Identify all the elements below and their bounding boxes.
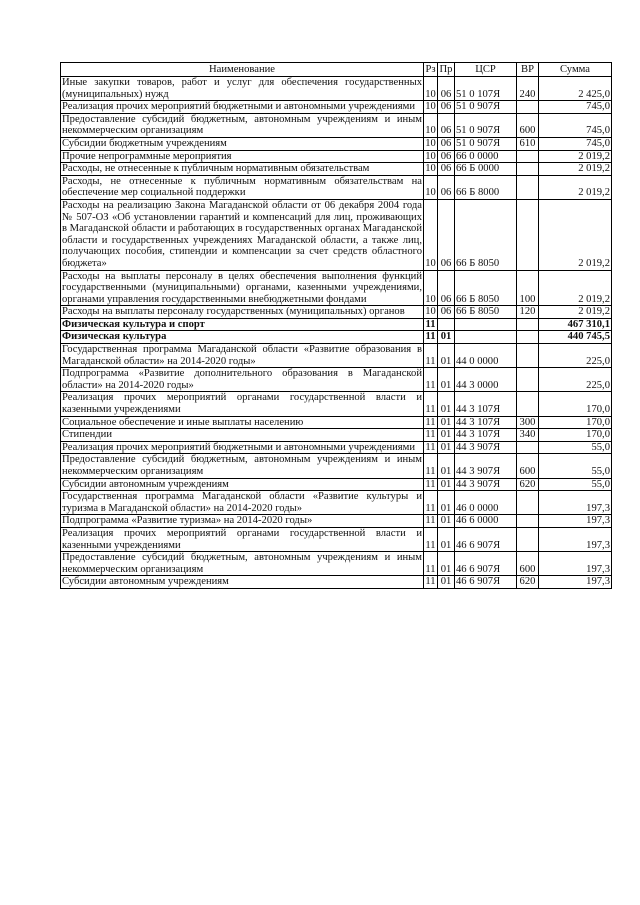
cell-vr: [517, 368, 539, 392]
cell-name: Расходы, не отнесенные к публичным нормативным обязательствам: [61, 163, 424, 176]
cell-name: Расходы на реализацию Закона Магаданской области от 06 декабря 2004 года № 507-ОЗ «Об установлении гарантий и компенсаций для лиц, проживающих в Магаданской области и работающих в государственных органах Магаданской области и государственных учреждениях Магаданской области, а также лиц, получающих пособия, стипендии и компенсации за счет средств областного бюджета»: [62, 199, 422, 269]
cell-sum: 2 019,2: [539, 306, 612, 319]
table-row: [61, 392, 612, 416]
table-row: [61, 441, 612, 454]
cell-vr: 610: [517, 137, 539, 150]
cell-name: Социальное обеспечение и иные выплаты населению: [61, 416, 424, 429]
cell-name: Предоставление субсидий бюджетным, автономным учреждениям и иным некоммерческим организациям: [62, 113, 422, 137]
cell-csr: 51 0 907Я: [455, 137, 517, 150]
cell-sum: 2 019,2: [539, 199, 612, 270]
cell-vr: 100: [517, 270, 539, 306]
cell-rz: 11: [424, 454, 438, 478]
cell-sum: 170,0: [539, 416, 612, 429]
table-row: [61, 552, 612, 576]
cell-rz: 11: [425, 429, 436, 441]
table-row: [61, 515, 612, 528]
header-sum: Сумма: [539, 63, 612, 77]
cell-vr: 600: [517, 113, 539, 137]
cell-pr: 01: [438, 576, 455, 589]
cell-name: Иные закупки товаров, работ и услуг для обеспечения государственных (муниципальных) нужд: [62, 77, 422, 100]
cell-name: Государственная программа Магаданской области «Развитие культуры и туризма в Магаданской области» на 2014-2020 годы»: [62, 491, 422, 514]
cell-rz: 10: [425, 101, 436, 113]
cell-name: Физическая культура: [61, 331, 424, 344]
table-row: [61, 344, 612, 368]
cell-csr: 66 0 0000: [455, 150, 517, 163]
cell-csr: 44 0 0000: [455, 344, 517, 368]
cell-vr: [517, 318, 539, 331]
cell-sum: 2 019,2: [539, 163, 612, 176]
cell-sum: 170,0: [539, 392, 612, 416]
table-row: [61, 368, 612, 392]
cell-rz: 11: [424, 392, 438, 416]
cell-name: Стипендии: [61, 429, 424, 442]
cell-vr: [517, 163, 539, 176]
cell-name: Расходы, не отнесенные к публичным нормативным обязательствам на обеспечение мер социальной поддержки: [62, 175, 422, 199]
cell-sum: 197,3: [539, 515, 612, 528]
cell-rz: 11: [424, 344, 438, 368]
cell-csr: 44 3 107Я: [455, 392, 517, 416]
header-csr: ЦСР: [455, 63, 517, 77]
cell-vr: 600: [517, 454, 539, 478]
cell-rz: 11: [425, 478, 436, 490]
cell-pr: [438, 318, 455, 331]
cell-name: Субсидии автономным учреждениям: [61, 576, 424, 589]
cell-csr: 66 Б 8050: [455, 306, 517, 319]
cell-csr: 44 3 907Я: [455, 454, 517, 478]
cell-name: Подпрограмма «Развитие туризма» на 2014-2020 годы»: [61, 515, 424, 528]
cell-pr: 01: [438, 478, 455, 491]
cell-vr: 620: [517, 576, 539, 589]
cell-sum: 197,3: [539, 527, 612, 551]
table-row: [61, 113, 612, 137]
cell-sum: 197,3: [539, 491, 612, 515]
cell-sum: 440 745,5: [539, 331, 612, 344]
table-row: [61, 175, 612, 199]
cell-vr: [517, 392, 539, 416]
cell-csr: 66 Б 8050: [455, 270, 517, 306]
cell-csr: [455, 318, 517, 331]
cell-sum: 2 019,2: [539, 270, 612, 306]
cell-rz: 11: [424, 368, 438, 392]
cell-sum: 745,0: [539, 113, 612, 137]
cell-vr: 340: [517, 429, 539, 442]
cell-name: Субсидии бюджетным учреждениям: [61, 137, 424, 150]
cell-rz: 11: [424, 552, 438, 576]
cell-vr: [517, 527, 539, 551]
table-body: [61, 77, 612, 589]
table-header-row: [61, 63, 612, 77]
cell-pr: 01: [438, 344, 455, 368]
cell-rz: 10: [424, 270, 438, 306]
cell-rz: 10: [424, 199, 438, 270]
header-rz: Рз: [425, 63, 436, 75]
cell-vr: 620: [517, 478, 539, 491]
cell-sum: 745,0: [539, 137, 612, 150]
table-row: [61, 77, 612, 101]
cell-csr: 44 3 907Я: [455, 441, 517, 454]
cell-rz: 10: [425, 137, 436, 149]
cell-csr: 66 Б 8050: [455, 199, 517, 270]
cell-name: Реализация прочих мероприятий органами государственной власти и казенными учреждениями: [62, 392, 422, 416]
cell-pr: 01: [438, 527, 455, 551]
table-row: [61, 454, 612, 478]
cell-name: Субсидии автономным учреждениям: [61, 478, 424, 491]
cell-sum: 225,0: [539, 344, 612, 368]
table-row: [61, 270, 612, 306]
cell-pr: 06: [438, 175, 455, 199]
cell-csr: [455, 331, 517, 344]
cell-name: Расходы на выплаты персоналу в целях обеспечения выполнения функций государственными (муниципальными) органами, казенными учреждениями, органами управления государственными внебюджетными фондами: [62, 270, 422, 305]
cell-pr: 06: [438, 77, 455, 101]
cell-pr: 06: [438, 199, 455, 270]
cell-pr: 01: [438, 491, 455, 515]
cell-pr: 01: [438, 441, 455, 454]
cell-rz: 11: [425, 515, 436, 527]
cell-pr: 06: [438, 306, 455, 319]
cell-rz: 10: [424, 175, 438, 199]
cell-rz: 11: [424, 491, 438, 515]
cell-rz: 10: [425, 163, 436, 175]
cell-vr: [517, 101, 539, 114]
cell-csr: 46 6 907Я: [455, 552, 517, 576]
cell-sum: 197,3: [539, 576, 612, 589]
cell-csr: 44 3 907Я: [455, 478, 517, 491]
cell-sum: 170,0: [539, 429, 612, 442]
cell-vr: [517, 441, 539, 454]
cell-pr: 06: [438, 270, 455, 306]
cell-name: Физическая культура и спорт: [61, 318, 424, 331]
table-row: [61, 491, 612, 515]
table-row: [61, 331, 612, 344]
table-row: [61, 137, 612, 150]
cell-csr: 46 6 907Я: [455, 576, 517, 589]
table-row: [61, 318, 612, 331]
table-row: [61, 478, 612, 491]
cell-pr: 01: [438, 368, 455, 392]
cell-rz: 11: [425, 331, 436, 343]
table-row: [61, 101, 612, 114]
cell-pr: 01: [438, 552, 455, 576]
header-pr: Пр: [438, 63, 455, 77]
cell-sum: 55,0: [539, 478, 612, 491]
cell-csr: 44 3 107Я: [455, 416, 517, 429]
cell-vr: [517, 515, 539, 528]
cell-csr: 66 Б 8000: [455, 175, 517, 199]
cell-pr: 06: [438, 137, 455, 150]
cell-pr: 01: [438, 429, 455, 442]
cell-rz: 11: [425, 441, 436, 453]
cell-csr: 51 0 907Я: [455, 113, 517, 137]
cell-sum: 2 019,2: [539, 150, 612, 163]
cell-sum: 225,0: [539, 368, 612, 392]
cell-name: Государственная программа Магаданской области «Развитие образования в Магаданской области» на 2014-2020 годы»: [62, 344, 422, 367]
cell-pr: 01: [438, 515, 455, 528]
cell-vr: [517, 175, 539, 199]
cell-pr: 06: [438, 113, 455, 137]
cell-rz: 10: [425, 306, 436, 318]
cell-csr: 46 0 0000: [455, 491, 517, 515]
cell-pr: 01: [438, 454, 455, 478]
budget-table: [60, 62, 612, 589]
cell-sum: 197,3: [539, 552, 612, 576]
header-vr: ВР: [517, 63, 539, 77]
cell-rz: 11: [425, 318, 436, 330]
table-row: [61, 576, 612, 589]
cell-csr: 66 Б 0000: [455, 163, 517, 176]
cell-pr: 01: [438, 416, 455, 429]
cell-vr: 600: [517, 552, 539, 576]
cell-name: Расходы на выплаты персоналу государственных (муниципальных) органов: [61, 306, 424, 319]
cell-vr: 240: [517, 77, 539, 101]
cell-sum: 55,0: [539, 441, 612, 454]
cell-rz: 10: [424, 77, 438, 101]
cell-vr: [517, 491, 539, 515]
cell-vr: [517, 331, 539, 344]
cell-vr: [517, 344, 539, 368]
cell-name: Реализация прочих мероприятий бюджетными и автономными учреждениями: [61, 441, 424, 454]
cell-sum: 2 019,2: [539, 175, 612, 199]
table-row: [61, 306, 612, 319]
cell-csr: 44 3 107Я: [455, 429, 517, 442]
cell-vr: 120: [517, 306, 539, 319]
cell-vr: 300: [517, 416, 539, 429]
cell-name: Реализация прочих мероприятий органами государственной власти и казенными учреждениями: [62, 527, 422, 551]
table-row: [61, 163, 612, 176]
cell-rz: 11: [424, 527, 438, 551]
cell-pr: 06: [438, 101, 455, 114]
table-row: [61, 429, 612, 442]
cell-csr: 51 0 107Я: [455, 77, 517, 101]
cell-vr: [517, 150, 539, 163]
cell-name: Реализация прочих мероприятий бюджетными и автономными учреждениями: [61, 101, 424, 114]
cell-sum: 55,0: [539, 454, 612, 478]
cell-pr: 06: [438, 163, 455, 176]
cell-sum: 2 425,0: [539, 77, 612, 101]
cell-sum: 745,0: [539, 101, 612, 114]
cell-name: Предоставление субсидий бюджетным, автономным учреждениям и иным некоммерческим организациям: [62, 454, 422, 477]
table-row: [61, 527, 612, 551]
cell-pr: 01: [438, 331, 455, 344]
cell-sum: 467 310,1: [539, 318, 612, 331]
cell-rz: 10: [424, 113, 438, 137]
cell-rz: 10: [425, 150, 436, 162]
cell-csr: 44 3 0000: [455, 368, 517, 392]
table-row: [61, 199, 612, 270]
cell-vr: [517, 199, 539, 270]
cell-name: Подпрограмма «Развитие дополнительного образования в Магаданской области» на 2014-2020 годы»: [62, 368, 422, 391]
table-row: [61, 150, 612, 163]
cell-csr: 46 6 907Я: [455, 527, 517, 551]
table-row: [61, 416, 612, 429]
cell-rz: 11: [425, 576, 436, 588]
cell-name: Предоставление субсидий бюджетным, автономным учреждениям и иным некоммерческим организациям: [62, 552, 422, 575]
cell-pr: 06: [438, 150, 455, 163]
cell-rz: 11: [425, 416, 436, 428]
cell-csr: 51 0 907Я: [455, 101, 517, 114]
header-name: Наименование: [61, 63, 424, 77]
cell-name: Прочие непрограммные мероприятия: [61, 150, 424, 163]
cell-csr: 46 6 0000: [455, 515, 517, 528]
cell-pr: 01: [438, 392, 455, 416]
